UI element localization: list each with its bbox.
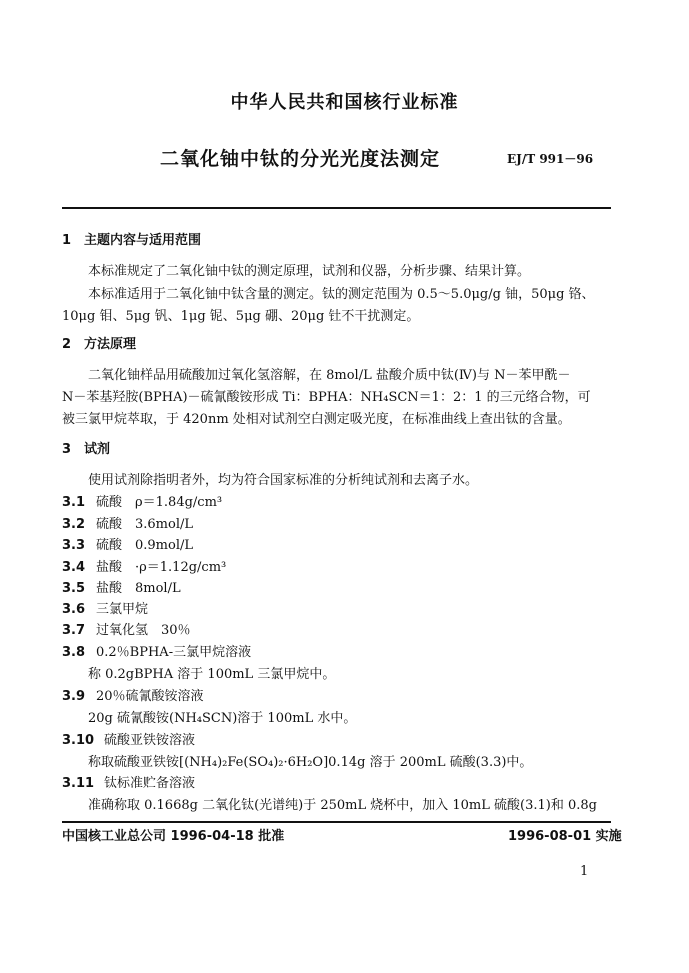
item-number: 3.11 [62, 776, 95, 791]
item-number: 3.6 [62, 602, 86, 617]
item-number: 3.1 [62, 495, 86, 510]
item-note: 准确称取 0.1668g 二氧化钛(光谱纯)于 250mL 烧杯中，加入 10mL 硫酸(3.1)和 0.8g [88, 798, 597, 813]
item-text: 硫酸亚铁铵溶液 [104, 733, 196, 748]
section-1-paragraph: 本标准适用于二氧化铀中钛含量的测定。钛的测定范围为 0.5～5.0μg/g 铀，50μg 铬、 [88, 287, 595, 302]
item-number: 3.3 [62, 538, 86, 553]
header-rule [62, 207, 611, 209]
section-2-heading: 2 方法原理 [62, 337, 137, 352]
doc-code: EJ/T 991－96 [507, 152, 594, 166]
section-1-paragraph: 10μg 钼、5μg 钒、1μg 铌、5μg 硼、20μg 钍不干扰测定。 [62, 309, 420, 324]
item-text: 盐酸 8mol/L [96, 581, 181, 596]
section-2-paragraph: 被三氯甲烷萃取，于 420nm 处相对试剂空白测定吸光度，在标准曲线上查出钛的含量。 [62, 412, 571, 427]
section-2-paragraph: N－苯基羟胺(BPHA)－硫氰酸铵形成 Ti：BPHA：NH₄SCN＝1：2：1 的三元络合物，可 [62, 390, 591, 405]
item-text: 硫酸 ρ＝1.84g/cm³ [96, 495, 223, 510]
implementation-statement: 1996-08-01 实施 [508, 829, 622, 844]
doc-title: 二氧化铀中钛的分光光度法测定 [160, 148, 441, 170]
item-text: 硫酸 3.6mol/L [96, 517, 193, 532]
item-number: 3.10 [62, 733, 95, 748]
item-text: 过氧化氢 30％ [96, 623, 191, 638]
item-note: 称 0.2gBPHA 溶于 100mL 三氯甲烷中。 [88, 667, 336, 682]
section-1-heading: 1 主题内容与适用范围 [62, 233, 202, 248]
item-number: 3.2 [62, 517, 86, 532]
page-number: 1 [580, 864, 589, 879]
section-3-heading: 3 试剂 [62, 442, 111, 457]
item-text: 钛标准贮备溶液 [104, 776, 196, 791]
item-number: 3.7 [62, 623, 86, 638]
item-text: 20％硫氰酸铵溶液 [96, 689, 204, 704]
item-note: 20g 硫氰酸铵(NH₄SCN)溶于 100mL 水中。 [88, 711, 357, 726]
org-title: 中华人民共和国核行业标准 [230, 92, 459, 113]
item-text: 硫酸 0.9mol/L [96, 538, 193, 553]
footer-rule [62, 821, 611, 823]
item-text: 盐酸 ·ρ＝1.12g/cm³ [96, 560, 227, 575]
item-number: 3.8 [62, 645, 86, 660]
item-text: 三氯甲烷 [96, 602, 149, 617]
item-number: 3.5 [62, 581, 86, 596]
section-1-paragraph: 本标准规定了二氧化铀中钛的测定原理，试剂和仪器，分析步骤、结果计算。 [88, 264, 531, 279]
item-note: 称取硫酸亚铁铵[(NH₄)₂Fe(SO₄)₂·6H₂O]0.14g 溶于 200mL 硫酸(3.3)中。 [88, 755, 533, 770]
section-2-paragraph: 二氧化铀样品用硫酸加过氧化氢溶解，在 8mol/L 盐酸介质中钛(Ⅳ)与 N－苯甲酰－ [88, 368, 571, 383]
section-3-intro: 使用试剂除指明者外，均为符合国家标准的分析纯试剂和去离子水。 [88, 473, 479, 488]
item-text: 0.2％BPHA-三氯甲烷溶液 [96, 645, 252, 660]
approval-statement: 中国核工业总公司 1996-04-18 批准 [62, 829, 285, 844]
item-number: 3.9 [62, 689, 86, 704]
item-number: 3.4 [62, 560, 86, 575]
